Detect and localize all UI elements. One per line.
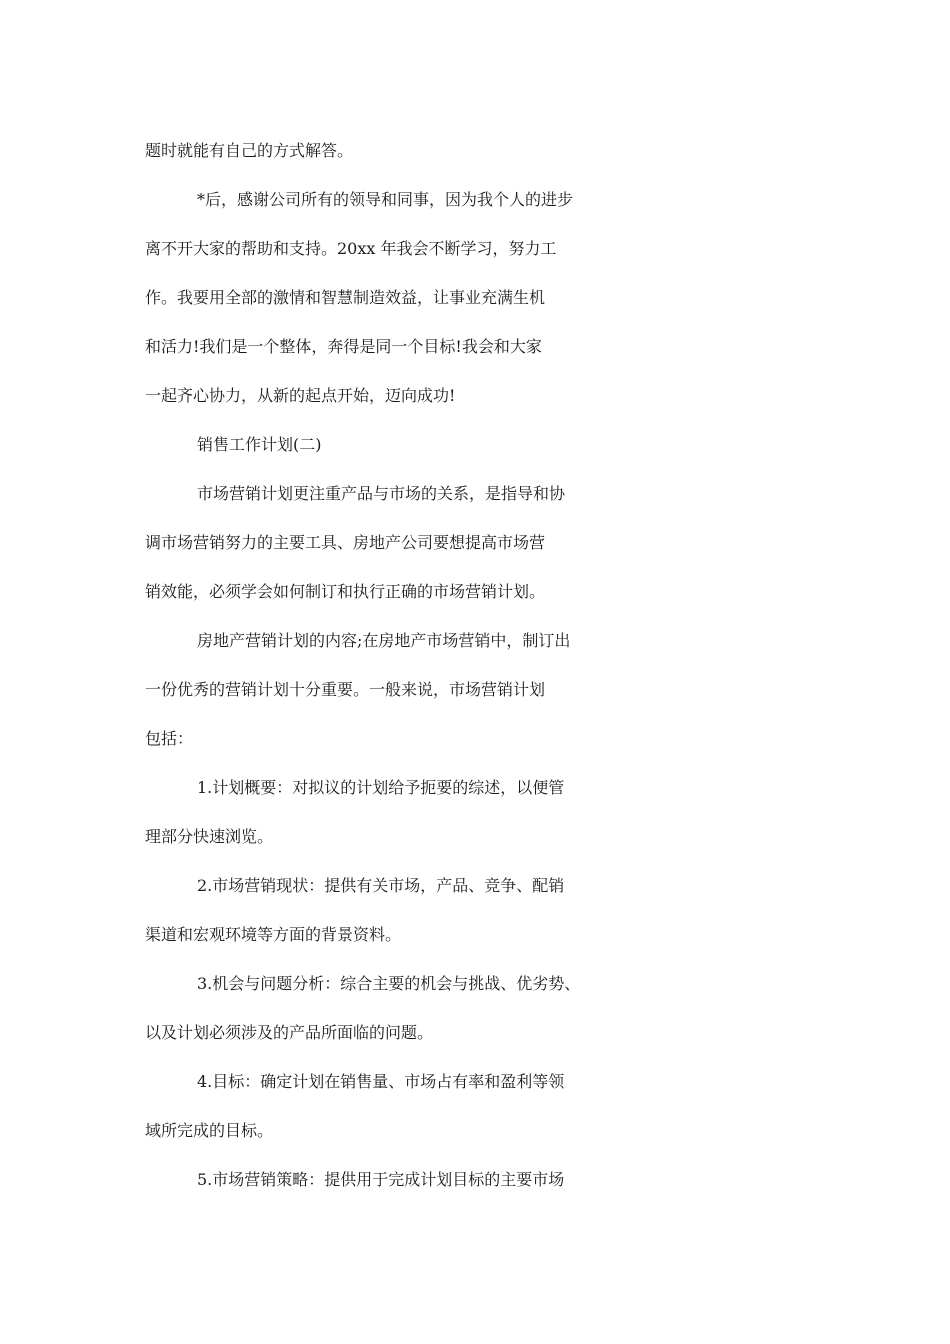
text-line: 销效能，必须学会如何制订和执行正确的市场营销计划。	[145, 582, 546, 601]
list-item-line: 3.机会与问题分析：综合主要的机会与挑战、优劣势、	[197, 974, 581, 993]
list-item-line: 5.市场营销策略：提供用于完成计划目标的主要市场	[197, 1170, 565, 1189]
text-line: 包括：	[145, 729, 194, 748]
list-item-line: 域所完成的目标。	[145, 1121, 274, 1140]
document-body	[145, 126, 825, 1204]
list-item-line: 理部分快速浏览。	[145, 827, 274, 846]
list-item-line: 2.市场营销现状：提供有关市场，产品、竞争、配销	[197, 876, 565, 895]
text-line: 一起齐心协力，从新的起点开始，迈向成功!	[145, 386, 456, 405]
list-item-line: 渠道和宏观环境等方面的背景资料。	[145, 925, 402, 944]
text-line: 作。我要用全部的激情和智慧制造效益，让事业充满生机	[145, 288, 546, 307]
section-heading: 销售工作计划(二)	[197, 435, 322, 454]
text-line: 离不开大家的帮助和支持。20xx 年我会不断学习，努力工	[145, 239, 557, 258]
text-line: 房地产营销计划的内容;在房地产市场营销中，制订出	[197, 631, 571, 650]
list-item-line: 4.目标：确定计划在销售量、市场占有率和盈利等领	[197, 1072, 565, 1091]
list-item-line: 1.计划概要：对拟议的计划给予扼要的综述，以便管	[197, 778, 565, 797]
text-line: 题时就能有自己的方式解答。	[145, 141, 354, 160]
text-line: 和活力!我们是一个整体，奔得是同一个目标!我会和大家	[145, 337, 542, 356]
text-line: 调市场营销努力的主要工具、房地产公司要想提高市场营	[145, 533, 546, 552]
text-line: *后，感谢公司所有的领导和同事，因为我个人的进步	[197, 190, 574, 209]
text-line: 一份优秀的营销计划十分重要。一般来说，市场营销计划	[145, 680, 546, 699]
list-item-line: 以及计划必须涉及的产品所面临的问题。	[145, 1023, 434, 1042]
text-line: 市场营销计划更注重产品与市场的关系，是指导和协	[197, 484, 566, 503]
